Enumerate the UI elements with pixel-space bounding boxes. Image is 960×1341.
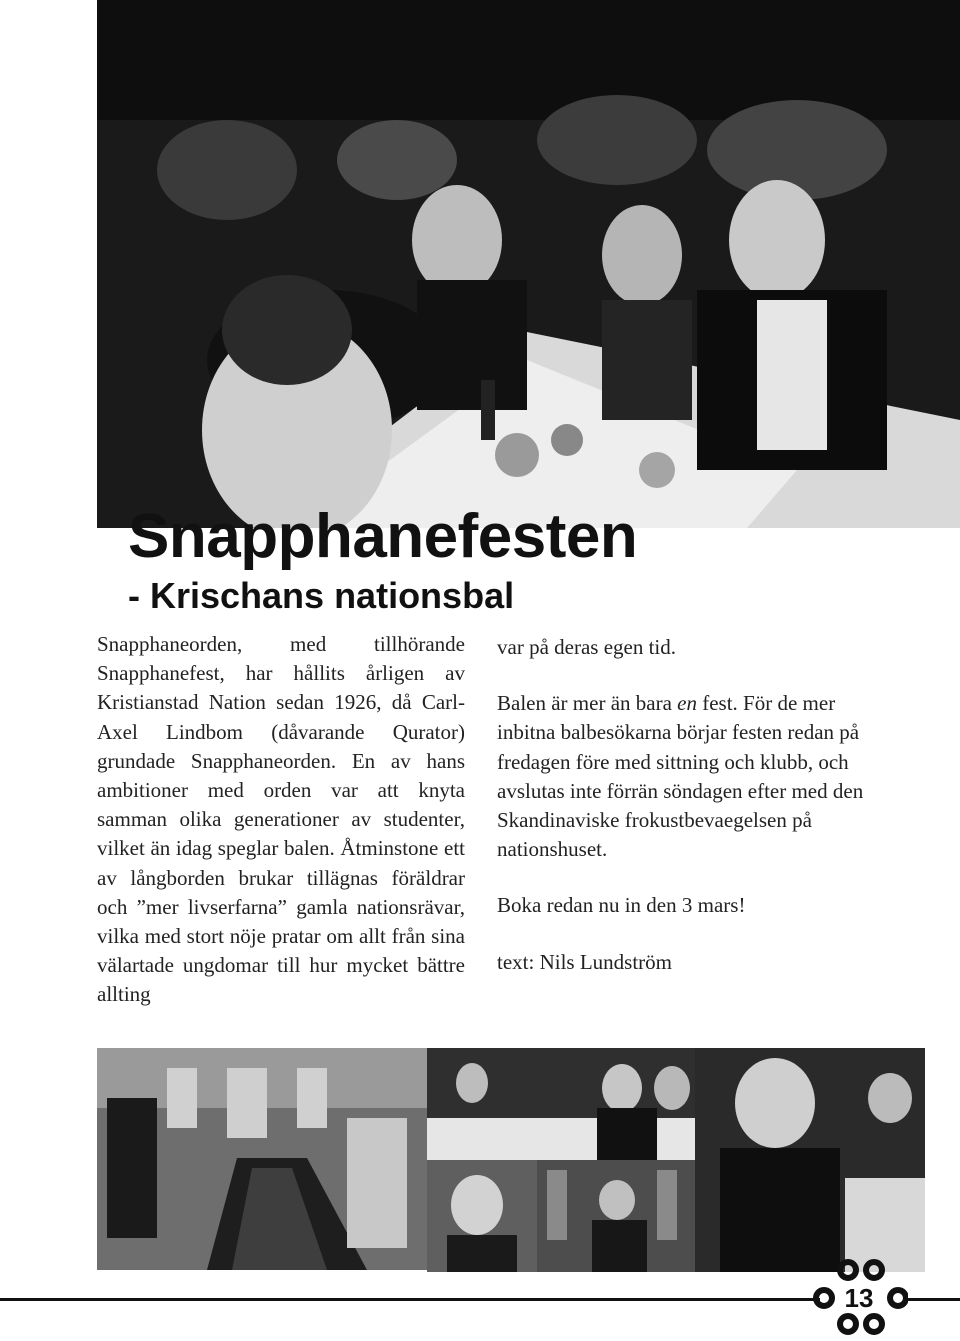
article-paragraph-1: Snapphaneorden, med tillhörande Snapphanefest, har hållits årligen av Kristianstad Nation sedan 1926, då Carl-Axel Lindbom (dåvarande Qurator) grundade Snapphaneorden. En av hans ambitioner med orden var att knyta samman olika generationer av studenter, vilket än idag speglar balen. Åtminstone ett av långborden brukar tillägnas föräldrar och ”mer livserfarna” gamla nationsrävar, vilka med stort nöje pratar om allt från sina välartade ungdomar till hur mycket bättre allting bbox=[97, 632, 465, 1007]
page-number: 13 bbox=[844, 1283, 874, 1313]
photo-couple-dancing-illustration bbox=[537, 1160, 695, 1272]
photo-guests-cheering bbox=[427, 1160, 537, 1272]
paragraph-2-start: Balen är mer än bara bbox=[497, 691, 678, 716]
photo-couple-dancing bbox=[537, 1160, 695, 1272]
photo-banquet-hall bbox=[97, 1048, 427, 1270]
article-paragraph-continuation: var på deras egen tid. bbox=[497, 635, 677, 659]
paragraph-2-emphasis: en bbox=[677, 691, 697, 716]
footer-rule-right bbox=[906, 1298, 960, 1301]
article-title: Snapphanefesten bbox=[128, 502, 638, 571]
article-byline: text: Nils Lundström bbox=[497, 949, 672, 974]
footer-rule-left bbox=[0, 1298, 820, 1301]
article-column-right bbox=[497, 633, 870, 977]
hero-photo-banquet bbox=[97, 0, 960, 528]
photo-guests-dancing bbox=[427, 1048, 695, 1160]
photo-guest-laughing bbox=[695, 1048, 925, 1272]
photo-guests-cheering-illustration bbox=[427, 1160, 537, 1272]
article-paragraph-3: Boka redan nu in den 3 mars! bbox=[497, 893, 746, 918]
photo-guests-dancing-illustration bbox=[427, 1048, 695, 1160]
photo-banquet-hall-illustration bbox=[97, 1048, 427, 1270]
paragraph-2-rest: fest. För de mer inbitna balbesökarna börjar festen redan på fredagen före med sittning och klubb, och avslutas inte förrän söndagen efter med den Skandinaviske frokustbevaegelsen på nationshuset. bbox=[497, 691, 864, 862]
article-subtitle: - Krischans nationsbal bbox=[128, 575, 515, 616]
article-column-left bbox=[97, 630, 465, 1010]
photo-guest-laughing-illustration bbox=[695, 1048, 925, 1272]
article-paragraph-2 bbox=[497, 689, 870, 864]
hero-photo-illustration bbox=[97, 0, 960, 528]
